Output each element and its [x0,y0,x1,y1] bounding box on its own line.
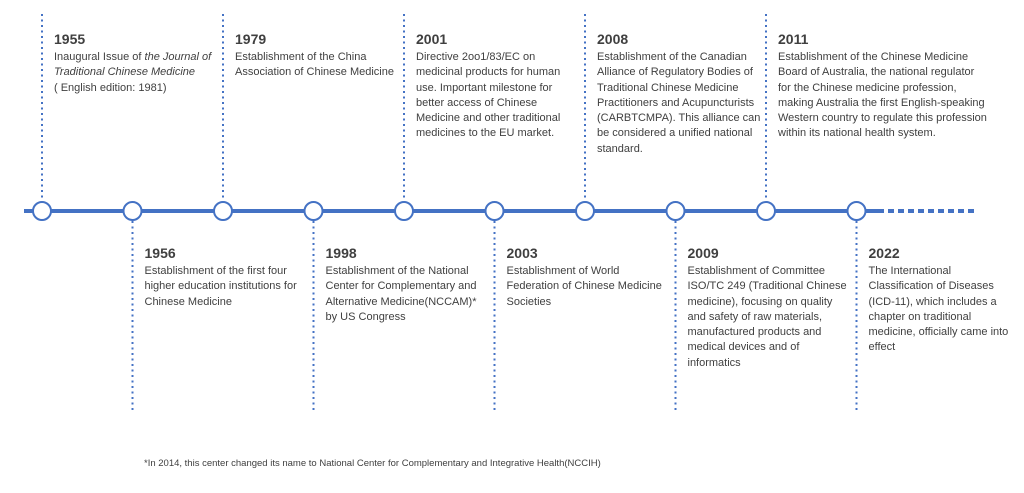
journal-title: the Journal of Traditional Chinese Medicine [54,51,212,79]
node-2001 [395,202,413,220]
milestone-year: 2011 [778,31,809,47]
milestone-description: Establishment of the National Center for Complementary and Alternative Medicine(NCCAM)* by US Congress [325,265,477,323]
milestone-1998 [326,244,491,325]
milestone-1956 [145,244,310,310]
milestone-description: Directive 2oo1/83/EC on medicinal products for human use. Important milestone for better access of Chinese Medicine and other traditional medicines to the EU market. [416,51,561,140]
milestone-description: Inaugural Issue of the Journal of Traditional Chinese Medicine ( English edition: 1981) [54,51,212,94]
milestone-2009 [688,244,853,371]
milestone-description: Establishment of the Canadian Alliance of Regulatory Bodies of Traditional Chinese Medicine Practitioners and Acupuncturists (CARBTCMPA). This alliance can be considered a unified national standard. [597,51,761,155]
milestone-year: 2003 [506,245,538,261]
milestone-1979 [235,30,400,81]
node-2009 [667,202,685,220]
milestone-2011 [778,30,988,142]
milestone-description: Establishment of Committee ISO/TC 249 (Traditional Chinese medicine), focusing on quality and safety of raw materials, manufactured products and medical devices and of informatics [687,265,847,369]
footnote: *In 2014, this center changed its name to National Center for Complementary and Integrative Health(NCCIH) [144,458,601,469]
milestone-year: 1979 [235,31,267,47]
node-1998 [305,202,323,220]
milestone-1955 [54,30,219,96]
milestone-year: 2022 [868,245,900,261]
milestone-description: The International Classification of Diseases (ICD-11), which includes a chapter on traditional medicine, officially came into effect [868,265,1009,354]
milestone-year: 1956 [144,245,176,261]
node-1955 [33,202,51,220]
milestone-year: 2009 [687,245,719,261]
node-1979 [214,202,232,220]
milestone-year: 2008 [597,31,629,47]
milestone-description: Establishment of the Chinese Medicine Board of Australia, the national regulator for the Chinese medicine profession, making Australia the first English-speaking Western country to regulate this profession within its national health system. [778,51,987,140]
milestone-description: Establishment of the first four higher education institutions for Chinese Medicine [144,265,297,308]
node-2003 [486,202,504,220]
node-2008 [576,202,594,220]
node-2022 [848,202,866,220]
node-2011 [757,202,775,220]
milestone-2001 [416,30,581,142]
milestone-description: Establishment of World Federation of Chinese Medicine Societies [506,265,662,308]
milestone-2022 [869,244,1009,356]
milestone-year: 1955 [54,31,86,47]
node-1956 [124,202,142,220]
milestone-description: Establishment of the China Association of Chinese Medicine [235,51,394,79]
milestone-2008 [597,30,762,157]
milestone-year: 2001 [416,31,448,47]
milestone-year: 1998 [325,245,357,261]
milestone-2003 [507,244,672,310]
